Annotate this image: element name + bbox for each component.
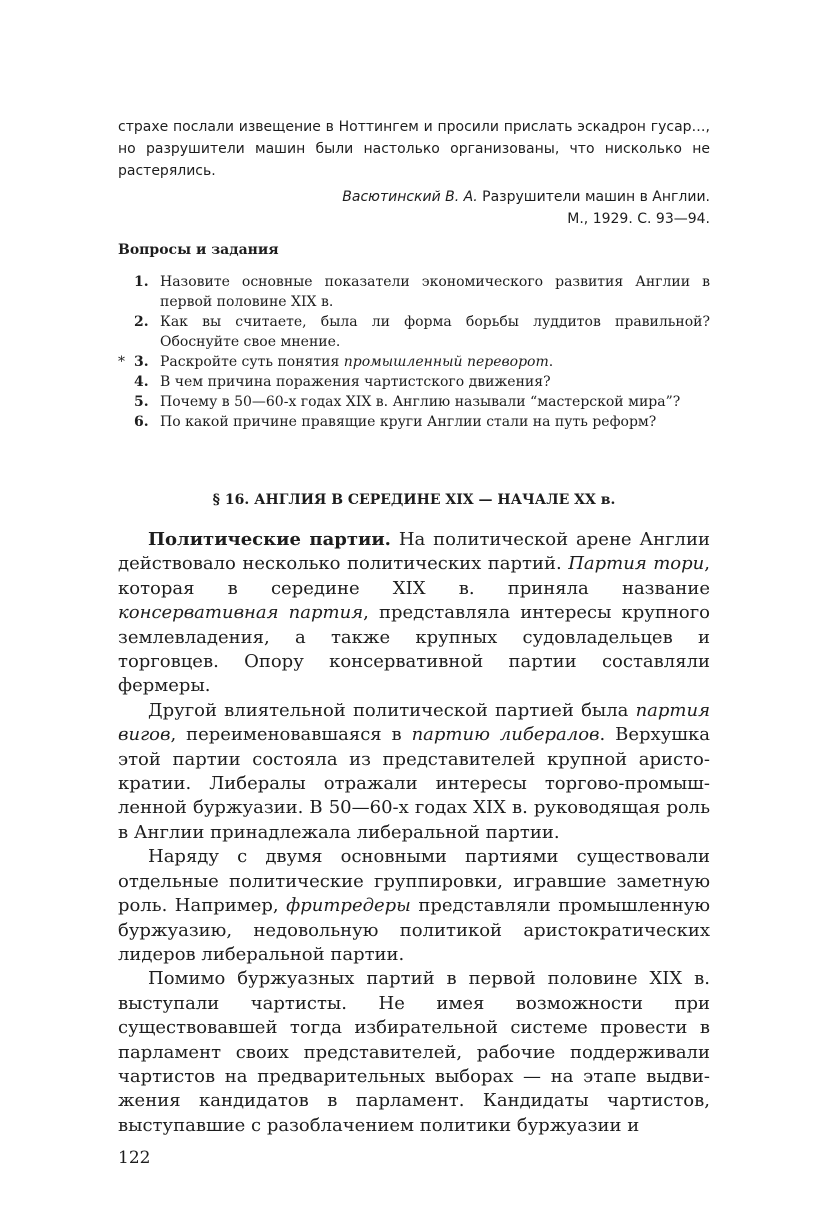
- paragraph-run: . Верхушка этой партии состояла из представителей крупной аристократии. Либералы отражали интересы торгово-промышленной буржуазии. В 50—60-х годах XIX в. руководящая роль в Англии принадлежала либеральной партии.: [118, 724, 710, 843]
- questions-list: [118, 272, 710, 432]
- paragraph-run: представляли промышленную буржуазию, недовольную политикой аристократических лидеров либеральной партии.: [118, 895, 710, 965]
- question-text: Как вы считаете, была ли форма борьбы луддитов правильной? Обоснуйте свое мнение.: [160, 314, 710, 350]
- paragraph: [118, 967, 710, 1138]
- paragraph-run-italic: Партия тори: [568, 553, 705, 575]
- paragraph-run-italic: фритредеры: [286, 895, 411, 917]
- page-number: 122: [118, 1148, 151, 1168]
- question-number: 5.: [134, 394, 149, 410]
- question-number: 6.: [134, 414, 149, 430]
- question-text: Раскройте суть понятия: [160, 354, 344, 370]
- paragraph-run: , представляла интересы крупного землевладения, а также крупных судовладельцев и торговцев. Опору консервативной партии составляли фермеры.: [118, 602, 710, 697]
- questions-heading: Вопросы и задания: [118, 242, 279, 258]
- quote-source-title: Разрушители машин в Англии.: [482, 189, 710, 205]
- paragraph-run: Помимо буржуазных партий в первой половине XIX в. выступали чартисты. Не имея возможности при существовавшей тогда избирательной системе провести в парламент своих представителей, рабочие поддерживали чартистов на предварительных выборах — на этапе выдвижения кандидатов в парламент. Кандидаты чартистов, выступавшие с разоблачением политики буржуазии и: [118, 968, 710, 1136]
- quote-text: страхе послали извещение в Ноттингем и просили прислать эскадрон гусар…, но разрушители машин были настолько организованы, что нисколько не растерялись.: [118, 119, 710, 179]
- paragraph: [118, 845, 710, 967]
- paragraph-run: Наряду с двумя основными партиями существовали отдельные политические группировки, игравшие заметную роль. Например,: [118, 846, 710, 917]
- question-item: [118, 312, 710, 352]
- question-text: Почему в 50—60-х годах XIX в. Англию называли “мастерской мира”?: [160, 394, 681, 410]
- question-number: 3.: [134, 354, 149, 370]
- question-item: [118, 412, 710, 432]
- question-number: 4.: [134, 374, 149, 390]
- paragraph-run-bold: Политические партии.: [148, 529, 391, 550]
- paragraph-run: На политической арене Англии действовало несколько политических партий.: [118, 529, 710, 575]
- paragraph-run-italic: партия вигов: [118, 699, 710, 746]
- paragraph-run-italic: партию либералов: [411, 724, 600, 746]
- question-number: 1.: [134, 274, 149, 290]
- body-text: [118, 528, 710, 1138]
- paragraph-run: , которая в середине XIX в. приняла название: [118, 553, 710, 599]
- question-text: Назовите основные показатели экономического развития Англии в первой половине XIX в.: [160, 274, 710, 310]
- question-number: 2.: [134, 314, 149, 330]
- quote-source-pub: М., 1929. С. 93—94.: [567, 211, 710, 227]
- quote-source-author: Васютинский В. А.: [342, 189, 478, 205]
- question-item: [118, 392, 710, 412]
- paragraph-run: , переименовавшаяся в: [170, 724, 412, 746]
- question-term: промышленный переворот: [343, 354, 549, 370]
- question-text: В чем причина поражения чартистского движения?: [160, 374, 551, 390]
- paragraph-run: Другой влиятельной политической партией была: [148, 699, 636, 721]
- question-item: [118, 352, 710, 372]
- quote-source: [118, 186, 710, 230]
- question-tail: .: [548, 354, 554, 370]
- question-text: По какой причине правящие круги Англии стали на путь реформ?: [160, 414, 657, 430]
- paragraph-run-italic: консервативная партия: [118, 602, 364, 624]
- paragraph: [118, 528, 710, 699]
- question-item: [118, 272, 710, 312]
- question-item: [118, 372, 710, 392]
- quote-block: [118, 116, 710, 230]
- paragraph: [118, 699, 710, 845]
- section-title: § 16. АНГЛИЯ В СЕРЕДИНЕ XIX — НАЧАЛЕ XX в.: [212, 492, 616, 508]
- question-star: *: [118, 354, 125, 370]
